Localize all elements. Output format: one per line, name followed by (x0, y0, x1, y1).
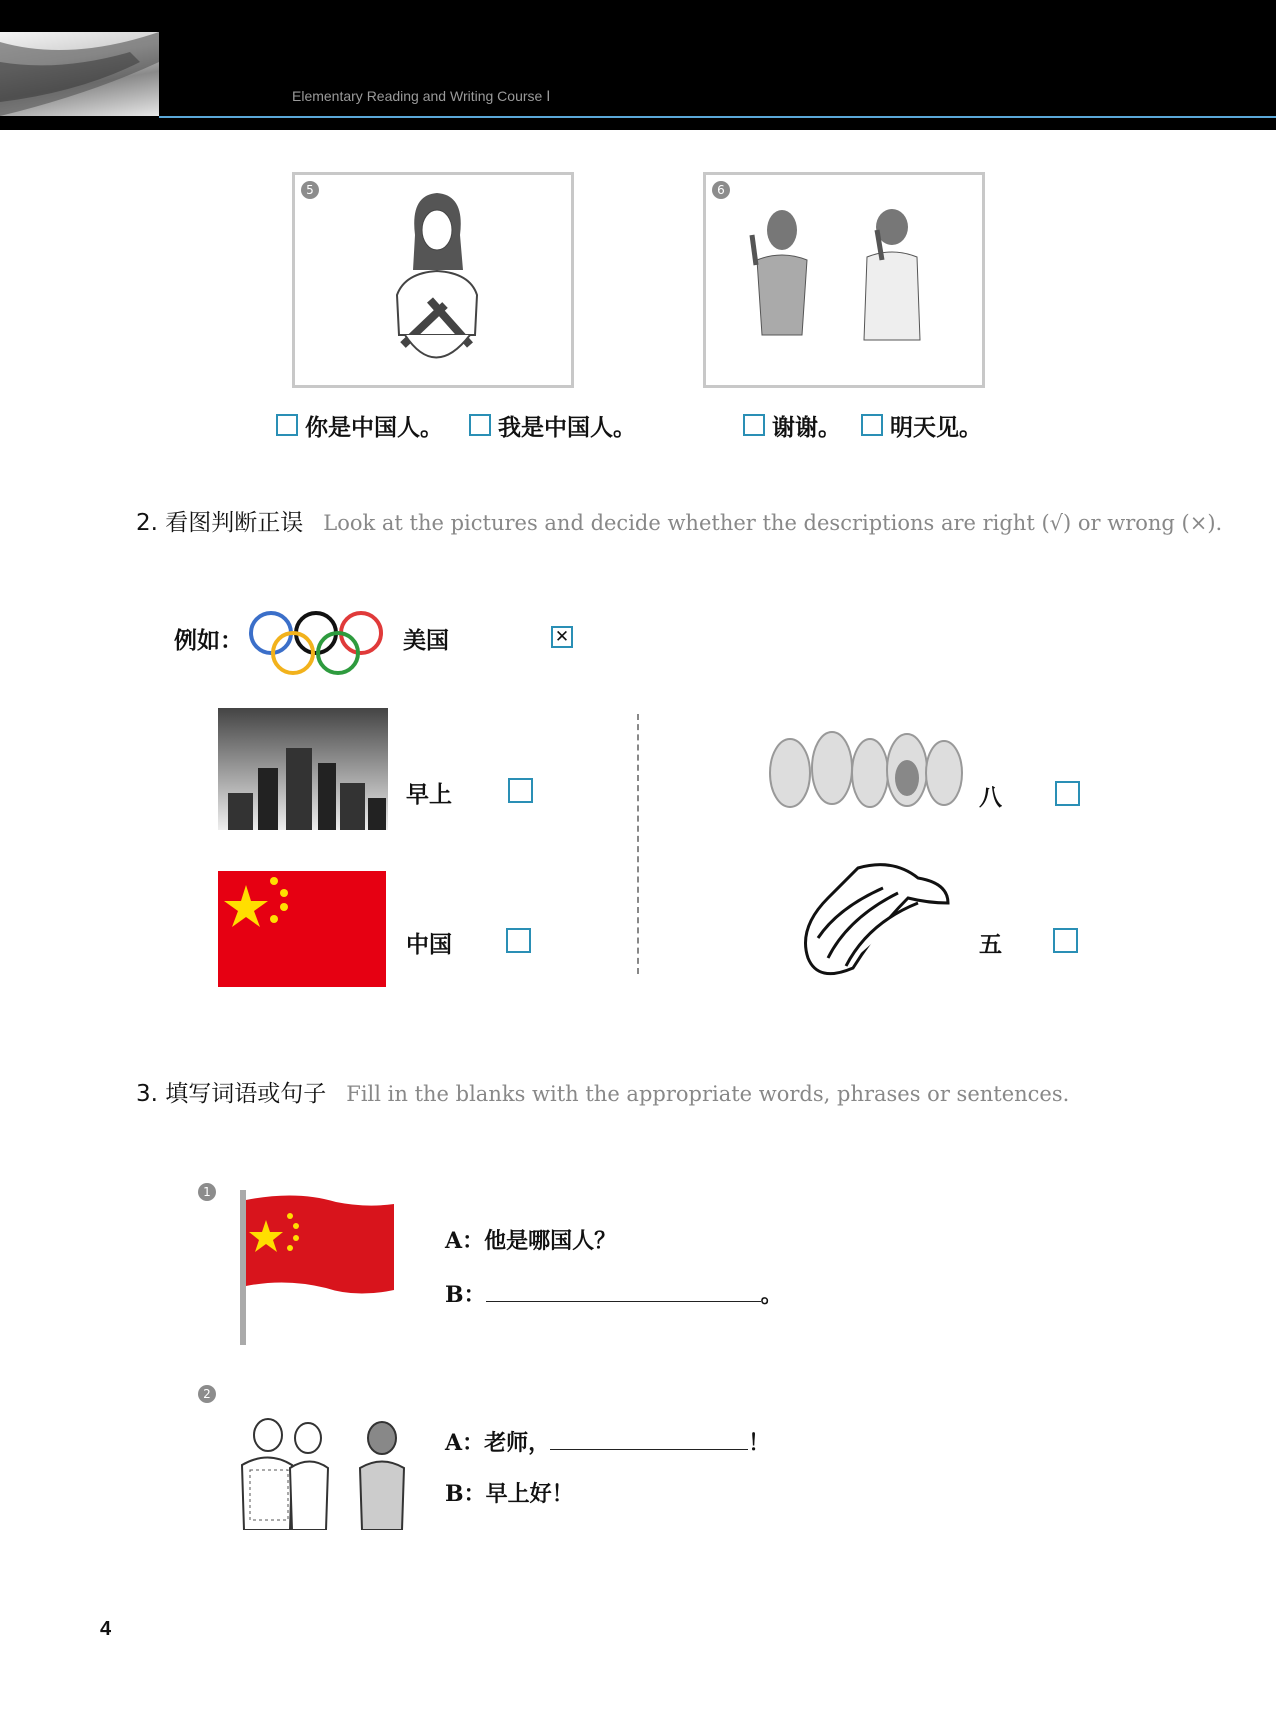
checkbox-option-6a[interactable] (743, 414, 765, 436)
item-number-badge: 5 (301, 181, 319, 199)
item-word-five: 五 (979, 931, 1002, 958)
two-women-waving-icon (742, 205, 942, 355)
checkbox-item-five[interactable] (1053, 928, 1078, 953)
header-rule (159, 116, 1276, 118)
page-header (0, 0, 1276, 130)
dialogue-2-line-a (445, 1425, 770, 1457)
checkbox-option-5b[interactable] (469, 414, 491, 436)
item-word-eight: 八 (979, 784, 1002, 811)
example-word: 美国 (403, 627, 449, 654)
item-word-china: 中国 (406, 931, 452, 958)
roof-eaves-icon (0, 32, 159, 116)
city-night-icon (218, 708, 388, 830)
answer-blank-1[interactable] (486, 1277, 761, 1302)
example-label: 例如： (174, 627, 243, 654)
checkbox-item-morning[interactable] (508, 778, 533, 803)
option-5a-text: 你是中国人。 (305, 414, 443, 441)
column-divider (637, 714, 639, 974)
checkbox-item-eight[interactable] (1055, 781, 1080, 806)
dialogue-2-a-prefix: A：老师， (445, 1430, 551, 1456)
woman-hand-on-chest-icon (375, 185, 495, 380)
item-number-badge: 1 (198, 1183, 216, 1201)
item-number-badge: 6 (712, 181, 730, 199)
page-number: 4 (100, 1618, 112, 1640)
dialogue-1-line-b (445, 1277, 783, 1309)
picture-frame-5 (292, 172, 574, 388)
bananas-icon (798, 858, 953, 980)
option-6a-text: 谢谢。 (772, 414, 841, 441)
answer-blank-2[interactable] (550, 1425, 748, 1450)
header-roof-image (0, 32, 159, 116)
option-5b-text: 我是中国人。 (498, 414, 636, 441)
section-2-title-cn: 2. 看图判断正误 (136, 510, 304, 536)
item-number-badge: 2 (198, 1385, 216, 1403)
dialogue-1-b-prefix: B： (445, 1282, 486, 1308)
section-2-title-en: Look at the pictures and decide whether the descriptions are right (√) or wrong (×). (323, 511, 1223, 535)
example-checkbox-marked[interactable]: ✕ (551, 626, 573, 648)
section-3-heading (136, 1075, 1069, 1108)
cats-icon (762, 718, 967, 820)
option-6b-text: 明天见。 (890, 414, 982, 441)
dialogue-1-b-suffix: 。 (760, 1282, 783, 1308)
china-flag-on-pole-icon (236, 1190, 396, 1345)
olympic-rings-icon (246, 608, 386, 678)
section-2-heading (136, 504, 1222, 537)
section-3-title-en: Fill in the blanks with the appropriate words, phrases or sentences. (346, 1082, 1070, 1106)
china-flag-icon (218, 871, 386, 987)
dialogue-2-a-suffix: ！ (748, 1430, 771, 1456)
checkbox-item-china[interactable] (506, 928, 531, 953)
students-greeting-teacher-icon (230, 1410, 410, 1530)
section-3-title-cn: 3. 填写词语或句子 (136, 1081, 327, 1107)
picture-frame-6 (703, 172, 985, 388)
course-title: Elementary Reading and Writing Course Ⅰ (292, 88, 551, 104)
checkbox-option-6b[interactable] (861, 414, 883, 436)
dialogue-2-line-b: B：早上好！ (445, 1481, 574, 1507)
dialogue-1-line-a: A：他是哪国人？ (445, 1228, 617, 1254)
checkbox-option-5a[interactable] (276, 414, 298, 436)
item-word-morning: 早上 (406, 781, 452, 808)
